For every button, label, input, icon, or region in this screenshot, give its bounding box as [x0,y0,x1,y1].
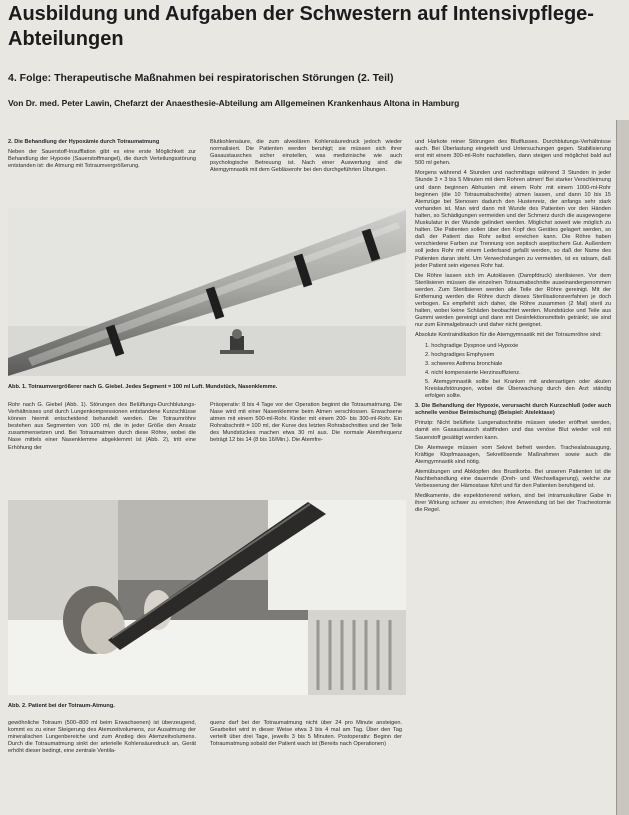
dead-space-tube-image [8,208,406,376]
column-1-bottom [8,720,196,812]
column-2-middle [210,402,402,494]
body-text: Die Röhre lassen sich im Autoklaven (Dampfdruck) sterilisieren. Vor dem Sterilisieren müssen die einzelnen Totraumabschnitte auseinandergenommen werden. Zum Sterilisieren werden alle Teile der Röhre gereinigt. Mit der Entfernung werden die Röhre durch dieses Sterilisationsverfahren je doch verbogen. Es empfiehlt sich daher, die Röhre zusammen (2 Mal) steril zu halten, wobei keine Schäden beobachtet werden. Mundstücke und Teile aus Gummi werden gereinigt und dann mit Desinfektionsmitteln getränkt; sie sind nur zum Einmalgebrauch und daher nicht geeignet. [415,272,611,329]
column-1-intro [8,139,196,201]
body-text: Rohr nach G. Giebel (Abb. 1). Störungen des Belüftungs-Durchblutungs-Verhältnisses und durch Lungenkompressionen entstandene Kurzschlüsse können hiermit entscheidend behandelt werden. Die Totraumröhre bestehen aus Segmenten von 100 ml, die in jeder Größe den Ansatz zusammensetzen und. Bei Totraumatmen durch diese Röhre, wobei die Nase mittels einer Nasenklemme abgeklemmt ist (Abb. 2), tritt eine Erhöhung der [8,402,196,451]
figure-2-photo [8,500,406,695]
body-text: gewöhnliche Totraum (500–800 ml beim Erwachsenen) ist überzeugend, kommt es zu einer Steigerung des Atemzeitvolumens, zur Ausatmung der mineralischen Lungenbereiche und zum Anstieg des Atemzeitvolumens. Durch die Totraumatmung sinkt der arterielle Kohlensäuredruck an, Gerät erhöht dieser bedingt, eine zentrale Ventila- [8,720,196,755]
figure-1-photo [8,208,406,376]
body-text: Blutkohlensäure, die zum alveolären Kohlensäuredruck jedoch wieder normalisiert. Die Patienten werden beruhigt; sie müssen sich ihrer Gasaustausches sicher einstellen, was medizinische wie auch psychologische Betreuung ist. Nach einer Auswertung sind die Atemgymnastik mit dem Gebläserohr bei den durchgeführten Übungen. [210,139,402,174]
body-text: Prinzip: Nicht belüftete Lungenabschnitte müssen wieder eröffnet werden, damit ein Gasaustausch stattfinden und das venöse Blut wieder voll mit Sauerstoff gesättigt werden kann. [415,420,611,441]
list-item: 4. nicht kompensierte Herzinsuffizienz. [425,369,521,376]
body-text: Medikamente, die expektorierend wirken, sind bei intramuskulärer Gabe in ihrer Wirkung schwer zu erreichen; ihre Anwendung ist bei der Tracheotomie die Regel. [415,493,611,514]
column-3 [415,139,611,812]
section-heading: 2. Die Behandlung der Hypoxämie durch Totraumatmung [8,139,160,145]
facing-page-edge [616,120,629,815]
body-text: Atemübungen und Abklopfen des Brustkorbs. Bei unseren Patienten ist die Nachbehandlung eine dauernde (Dreh- und Wechsellagerung), welche zur Verbesserung der Hämostase führt und für den Patienten beruhigend ist. [415,468,611,490]
column-2-intro [210,139,402,201]
list-item: 3. schweres Asthma bronchiale [425,360,503,367]
article-title: Ausbildung und Aufgaben der Schwestern auf Intensivpflege-Abteilungen [8,3,594,50]
body-text: Neben der Sauerstoff-Insufflation gibt es eine erste Möglichkeit zur Behandlung der Hypoxie (Sauerstoffmangel), die durch Verteilungsstörung entstanden ist: die Atmung mit Totraumvergrößerung. [8,149,196,170]
body-text: und Harkote reiner Störungen des Blutflusses. Durchblutungs-Verhältnisse auch. Bei Überlastung eingeteilt und Untersuchungen gegen. Stabilisierung erst mit einem 300-ml-Rohr nachstellen, dann steigen und möglichst bald auf 500 ml gehen. [415,139,611,167]
list-item: 2. hochgradiges Emphysem [425,351,495,358]
list-item: 1. hochgradige Dyspnoe und Hypoxie [425,342,519,349]
figure-1-caption: Abb. 1. Totraumvergrößerer nach G. Giebel. Jedes Segment = 100 ml Luft. Mundstück, Nasenklemme. [8,384,278,390]
body-text: Präoperativ: 8 bis 4 Tage vor der Operation beginnt die Totraumatmung. Die Nase wird mit einer Nasenklemme beim Atmen verschlossen. Erwachsene atmen mit einem 500-ml-Rohr. Kinder mit einem 200- bis 300-ml-Rohr. Ein Rohrabschnitt = 100 ml, der Kurve des letzten Rohrabschnittes und der Teile des Mundstückes machen etwa 30 ml aus. Die normale Atemfrequenz beträgt 12 bis 14 (8 bis 16/Min.). Die Atemfre- [210,402,402,444]
column-1-middle [8,402,196,494]
body-text: quenz darf bei der Totraumatmung nicht über 24 pro Minute ansteigen. Gearbeitet wird in dieser Weise etwa 3 bis 4 mal am Tag. Über den Tag verteilt über drei Tage, jeweils 3 bis 5 Minuten. Postoperativ: Beginn der Totraumatmung sobald der Patient wach ist (Bereits nach Operationen) [210,720,402,748]
patient-breathing-image [8,500,406,695]
list-item: 5. Atemgymnastik sollte bei Kranken mit andersartigen oder akuten Kreislaufstörungen, wobei die Überwachung durch den Arzt ständig erfolgen sollte. [425,378,611,400]
contraindication-list [415,343,611,401]
body-text: Morgens während 4 Stunden und nachmittags während 3 Stunden in jeder Stunde 3 × 3 bis 5 Minuten mit dem Rohren atmen! Bei starker Verschleimung und dann beginnen Abhusten mit einem Rohr mit einem 1000-ml-Rohr beginnen (die 10 Totraumabschnitte) atmen lassen, und dann 10 bis 15 Atemzüge bei Stenosen dadurch den Hustenreiz, der anfangs sehr stark vorhanden ist. Man wird dann mit Wunde des Patienten vor den Händen halten, so Schädigungen vermeiden und der Schmerz durch die ausgewogene Muskulatur in der Wunde gelindert werden. Möglichst soweit wie möglich zu halten. Die Patienten sollen über den Kopf des Gerätes gelagert werden, so daß der Patient das Rohr selbst erreichen kann. Die Röhre haben verschiedene Farben zur Trennung von septisch aseptischem Gut. Außerdem soll jedes Rohr mit einem Lederband gefaßt werden, so daß der Name des Patienten daran steht. Um Verwechslungen zu vermeiden, ist es ratsam, daß jeder Patient sein eigenes Rohr hat. [415,170,611,269]
column-2-bottom [210,720,402,812]
author-line: Von Dr. med. Peter Lawin, Chefarzt der Anaesthesie-Abteilung am Allgemeinen Krankenhaus Altona in Hamburg [8,98,460,108]
section-heading: 3. Die Behandlung der Hypoxie, verursacht durch Kurzschluß (oder auch schnelle venöse Beimischung) (Beispiel: Atelektase) [415,403,611,417]
figure-2-caption: Abb. 2. Patient bei der Totraum-Atmung. [8,703,115,709]
article-subtitle: 4. Folge: Therapeutische Maßnahmen bei respiratorischen Störungen (2. Teil) [8,72,394,84]
section-subheading: Absolute Kontraindikation für die Atemgymnastik mit der Totraumröhre sind: [415,332,602,339]
body-text: Die Atemwege müssen vom Sekret befreit werden. Trachealabsaugung, Kräftige Klopfmassagen, Sekretlösende Maßnahmen sowie auch die Atemgymnastik sind nötig. [415,444,611,465]
